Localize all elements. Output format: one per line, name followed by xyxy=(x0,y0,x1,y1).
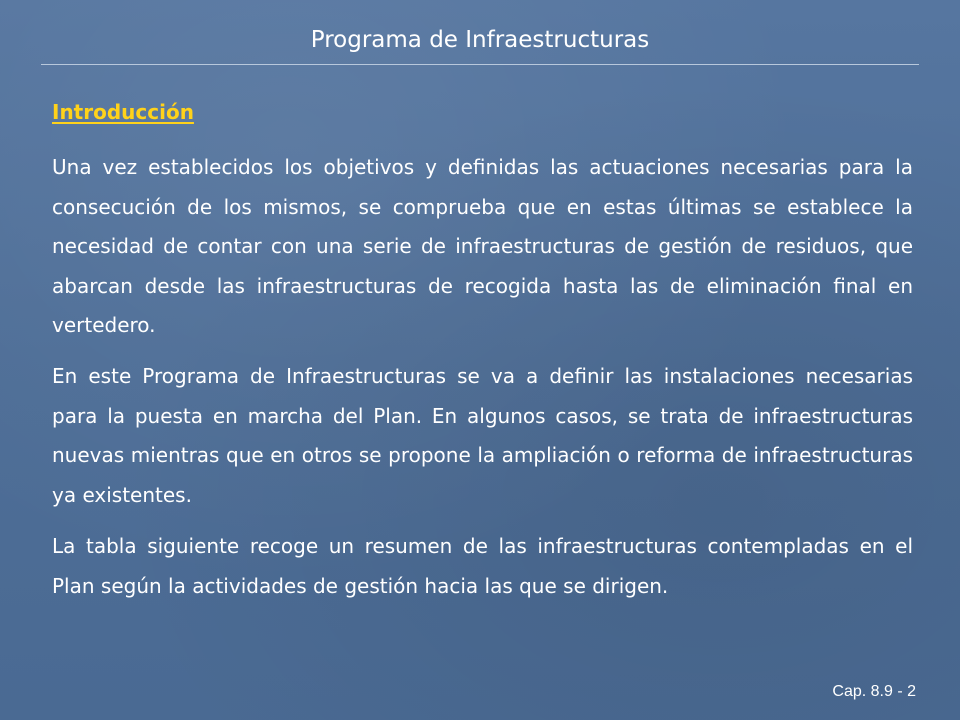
body-paragraph-2: En este Programa de Infraestructuras se va a definir las instalaciones necesarias para la puesta en marcha del Plan. En algunos casos, se trata de infraestructuras nuevas mientras que en otros se propone la ampliación o reforma de infraestructuras ya existentes. xyxy=(52,364,913,507)
body-paragraph-3: La tabla siguiente recoge un resumen de las infraestructuras contempladas en el Plan según la actividades de gestión hacia las que se dirigen. xyxy=(52,534,913,598)
body-paragraph-1: Una vez establecidos los objetivos y definidas las actuaciones necesarias para la consecución de los mismos, se comprueba que en estas últimas se establece la necesidad de contar con una serie de infraestructuras de gestión de residuos, que abarcan desde las infraestructuras de recogida hasta las de eliminación final en vertedero. xyxy=(52,155,913,337)
page-number: Cap. 8.9 - 2 xyxy=(832,683,916,700)
section-heading: Introducción xyxy=(52,100,194,124)
title-divider xyxy=(41,64,919,65)
slide-title: Programa de Infraestructuras xyxy=(310,27,650,53)
